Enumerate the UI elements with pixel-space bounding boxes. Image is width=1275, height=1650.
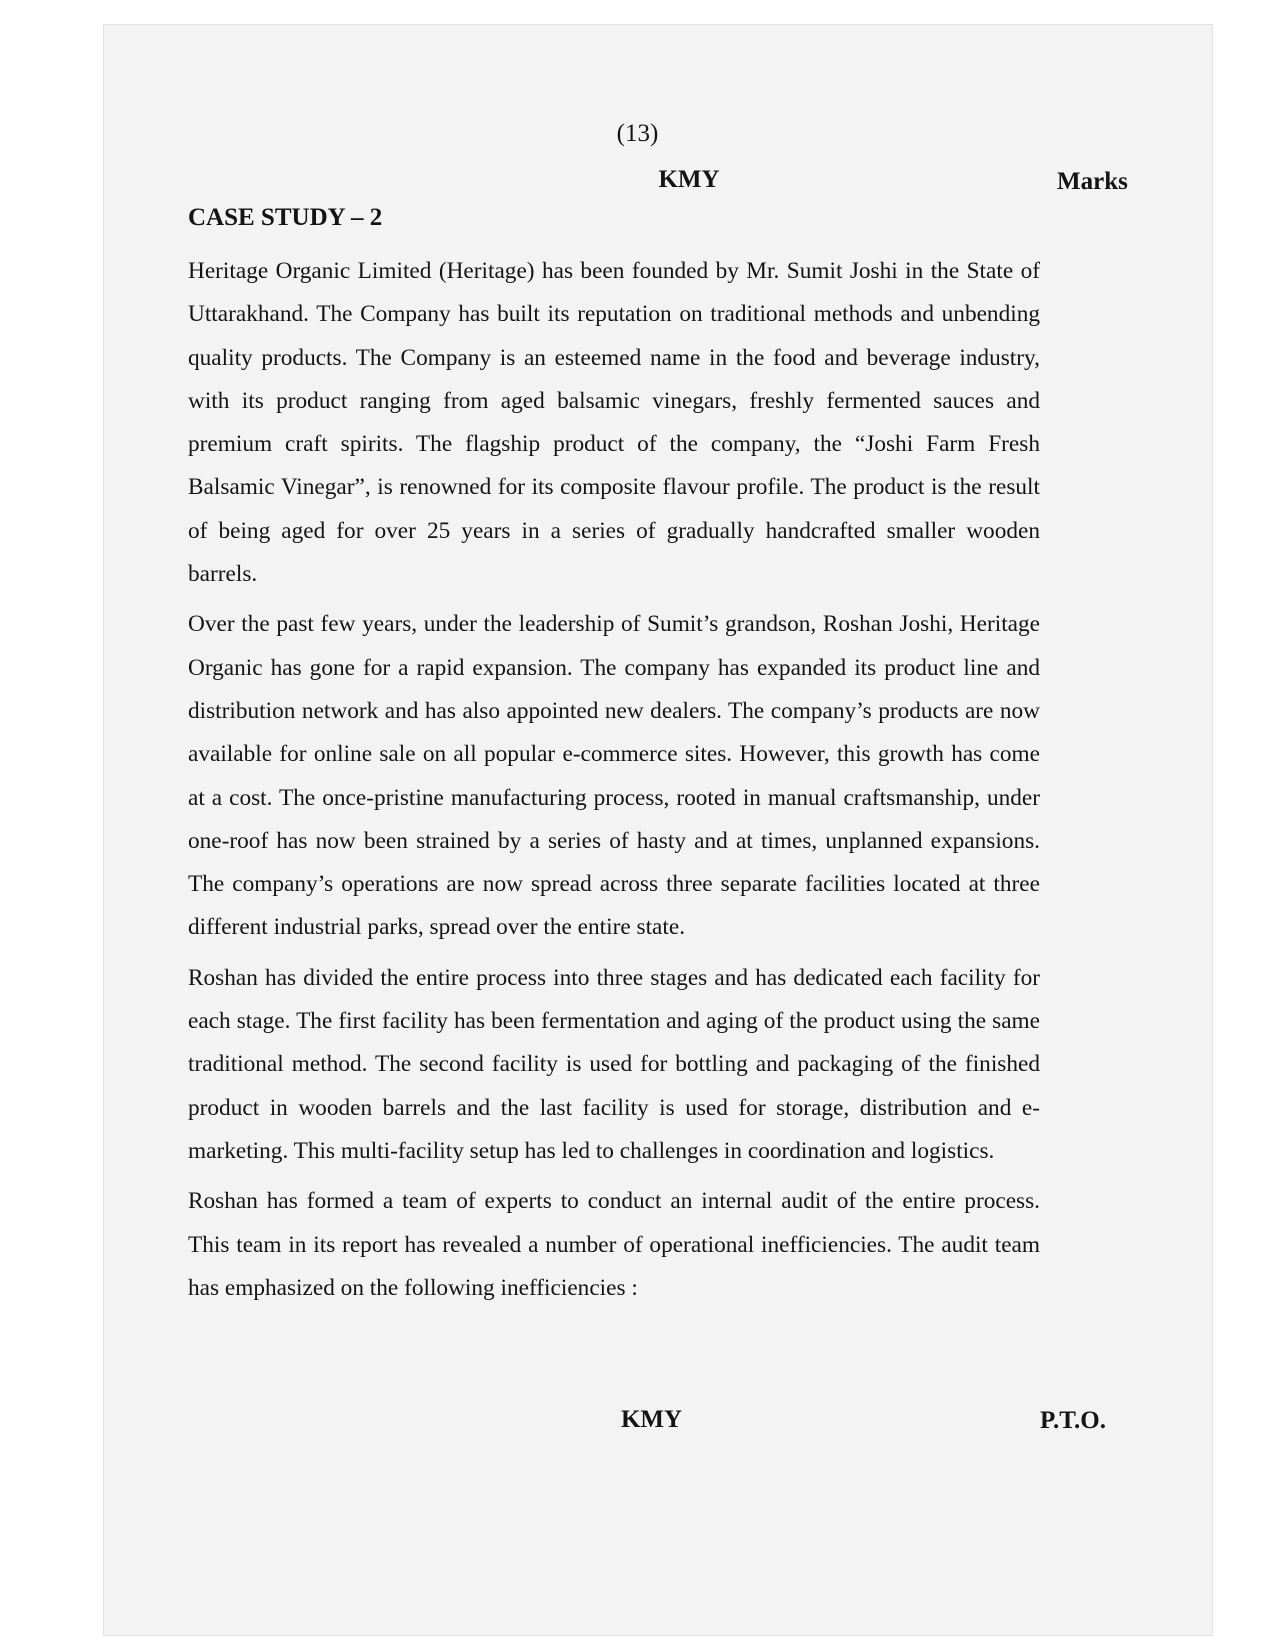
case-study-body <box>188 250 1040 1317</box>
paper-code-header: KMY <box>658 166 720 193</box>
case-study-title: CASE STUDY – 2 <box>188 204 383 231</box>
paragraph-facilities: Roshan has divided the entire process into three stages and has dedicated each facility for each stage. The first facility has been fermentation and aging of the product using the same traditional method. The second facility is used for bottling and packaging of the finished product in wooden barrels and the last facility is used for storage, distribution and e-marketing. This multi-facility setup has led to challenges in coordination and logistics. <box>188 964 1040 1164</box>
paper-code-footer: KMY <box>620 1406 683 1433</box>
paragraph-company-background: Heritage Organic Limited (Heritage) has been founded by Mr. Sumit Joshi in the State of Uttarakhand. The Company has built its reputation on traditional methods and unbending quality products. The Company is an esteemed name in the food and beverage industry, with its product ranging from aged balsamic vinegars, freshly fermented sauces and premium craft spirits. The flagship product of the company, the “Joshi Farm Fresh Balsamic Vinegar”, is renowned for its composite flavour profile. The product is the result of being aged for over 25 years in a series of gradually handcrafted smaller wooden barrels. <box>188 258 1040 588</box>
please-turn-over: P.T.O. <box>1040 1407 1106 1434</box>
marks-column-label: Marks <box>1057 168 1128 195</box>
paragraph-expansion: Over the past few years, under the leadership of Sumit’s grandson, Roshan Joshi, Heritage Organic has gone for a rapid expansion. The company has expanded its product line and distribution network and has also appointed new dealers. The company’s products are now available for online sale on all popular e-commerce sites. However, this growth has come at a cost. The once-pristine manufacturing process, rooted in manual craftsmanship, under one-roof has now been strained by a series of hasty and at times, unplanned expansions. The company’s operations are now spread across three separate facilities located at three different industrial parks, spread over the entire state. <box>188 611 1040 941</box>
page-number: (13) <box>616 120 659 147</box>
paragraph-audit: Roshan has formed a team of experts to conduct an internal audit of the entire process. This team in its report has revealed a number of operational inefficiencies. The audit team has emphasized on the following inefficiencies : <box>188 1188 1040 1301</box>
